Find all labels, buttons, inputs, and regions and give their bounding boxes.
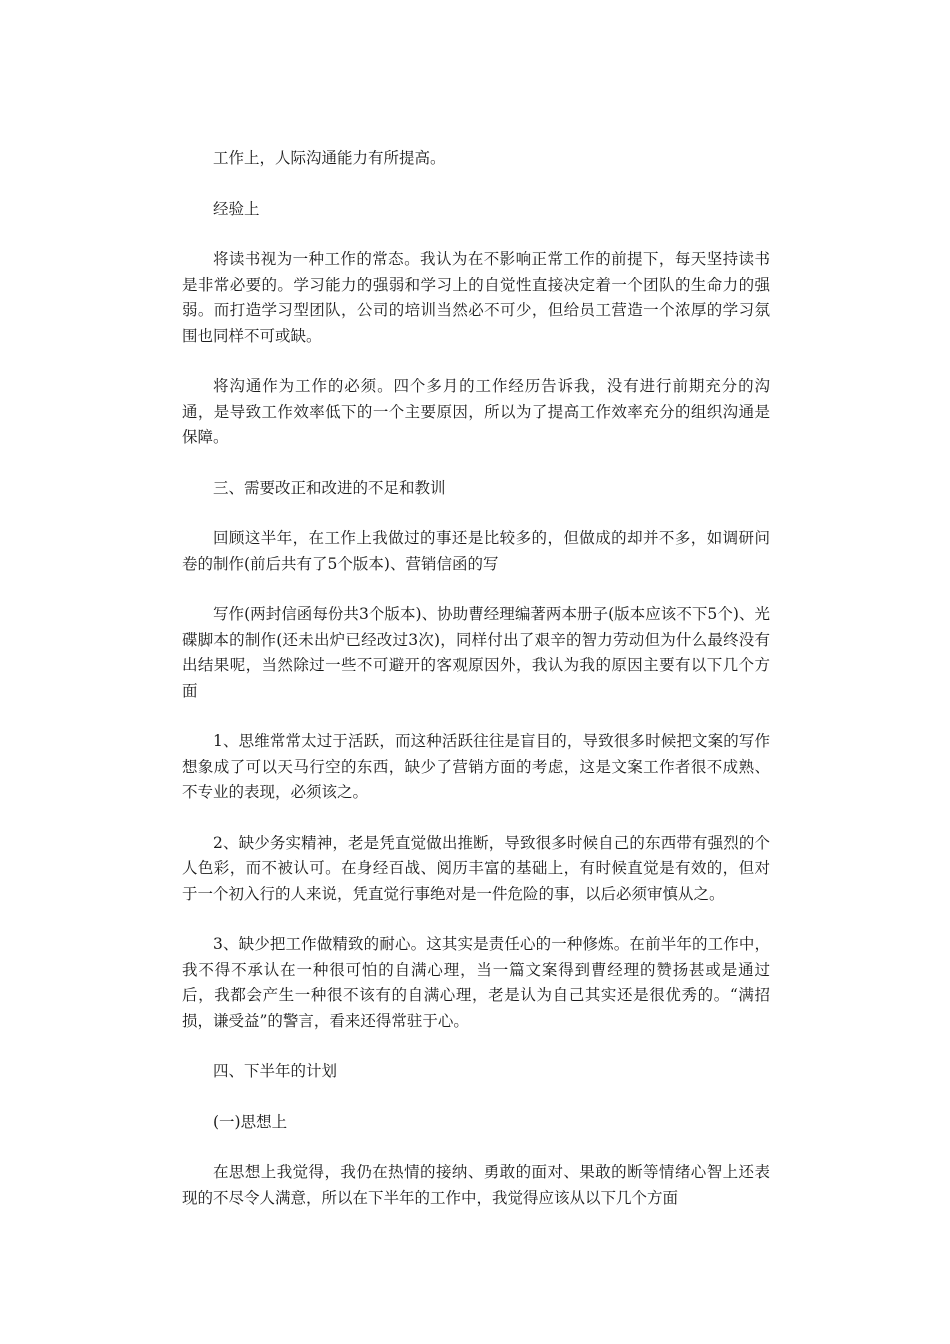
paragraph: 将读书视为一种工作的常态。我认为在不影响正常工作的前提下，每天坚持读书是非常必要的。学习能力的强弱和学习上的自觉性直接决定着一个团队的生命力的强弱。而打造学习型团队，公司的培训当然必不可少，但给员工营造一个浓厚的学习氛围也同样不可或缺。 bbox=[182, 250, 770, 345]
list-item: 3、缺少把工作做精致的耐心。这其实是责任心的一种修炼。在前半年的工作中，我不得不承认在一种很可怕的自满心理，当一篇文案得到曹经理的赞扬甚或是通过后，我都会产生一种很不该有的自满心理，老是认为自己其实还是很优秀的。“满招损，谦受益”的警言，看来还得常驻于心。 bbox=[182, 935, 770, 1030]
list-item: 1、思维常常太过于活跃，而这种活跃往往是盲目的，导致很多时候把文案的写作想象成了可以天马行空的东西，缺少了营销方面的考虑，这是文案工作者很不成熟、不专业的表现，必须该之。 bbox=[182, 732, 770, 801]
paragraph: 工作上，人际沟通能力有所提高。 bbox=[213, 149, 446, 167]
section-heading: 经验上 bbox=[213, 199, 260, 218]
paragraph: 将沟通作为工作的必须。四个多月的工作经历告诉我，没有进行前期充分的沟通，是导致工作效率低下的一个主要原因，所以为了提高工作效率充分的组织沟通是保障。 bbox=[182, 377, 770, 446]
section-heading: 四、下半年的计划 bbox=[213, 1062, 338, 1080]
sub-heading: (一)思想上 bbox=[213, 1112, 288, 1131]
list-item: 2、缺少务实精神，老是凭直觉做出推断，导致很多时候自己的东西带有强烈的个人色彩，而不被认可。在身经百战、阅历丰富的基础上，有时候直觉是有效的，但对于一个初入行的人来说，凭直觉行事绝对是一件危险的事，以后必须审慎从之。 bbox=[182, 833, 770, 903]
paragraph: 回顾这半年，在工作上我做过的事还是比较多的，但做成的却并不多，如调研问卷的制作(前后共有了5个版本)、营销信函的写 bbox=[182, 529, 770, 573]
paragraph: 写作(两封信函每份共3个版本)、协助曹经理编著两本册子(版本应该不下5个)、光碟脚本的制作(还未出炉已经改过3次)，同样付出了艰辛的智力劳动但为什么最终没有出结果呢，当然除过一些不可避开的客观原因外，我认为我的原因主要有以下几个方面 bbox=[182, 605, 770, 700]
section-heading: 三、需要改正和改进的不足和教训 bbox=[213, 478, 446, 497]
document-body bbox=[182, 146, 770, 1236]
paragraph: 在思想上我觉得，我仍在热情的接纳、勇敢的面对、果敢的断等情绪心智上还表现的不尽令人满意，所以在下半年的工作中，我觉得应该从以下几个方面 bbox=[182, 1163, 770, 1207]
